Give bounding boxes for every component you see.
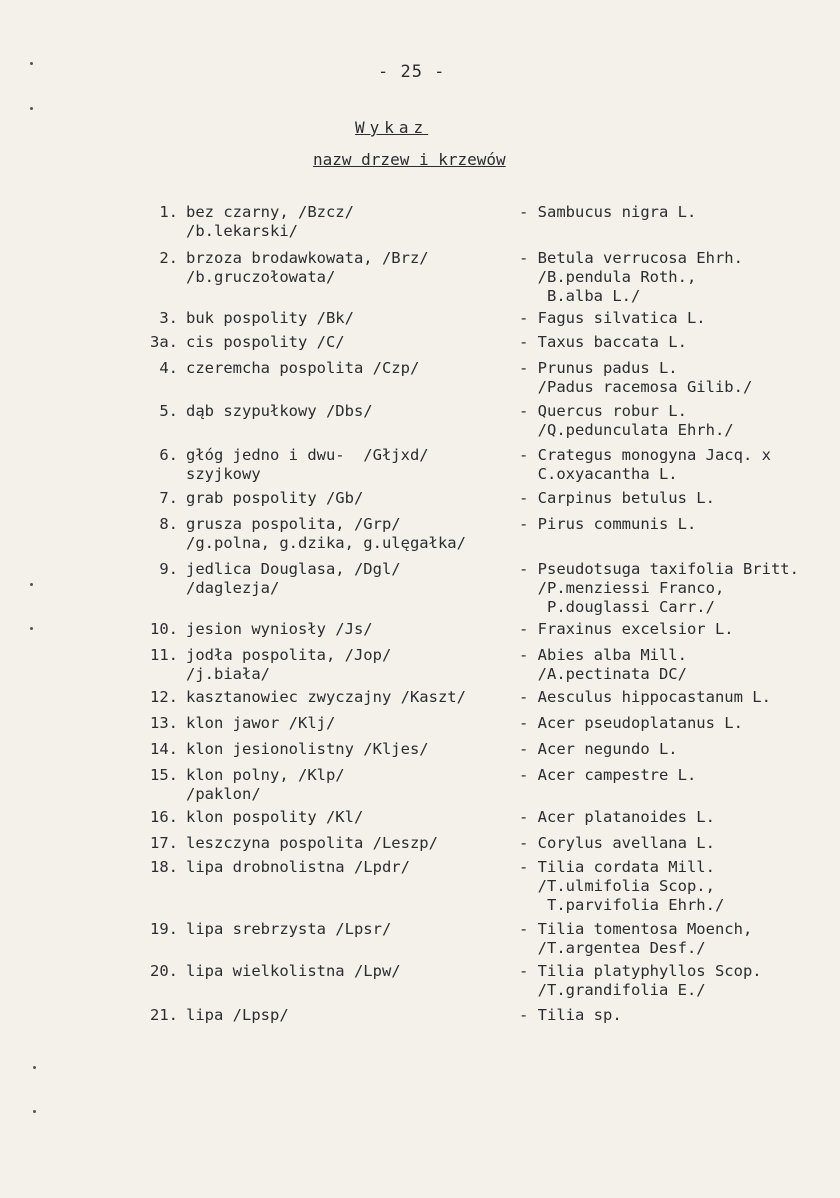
latin-name [519, 766, 696, 785]
latin-name [519, 808, 715, 827]
latin-name [519, 309, 706, 328]
polish-name-line: lipa /Lpsp/ [186, 1006, 289, 1024]
latin-name-line: /A.pectinata DC/ [519, 665, 687, 683]
latin-name-line: P.douglassi Carr./ [519, 598, 715, 616]
latin-name-line: B.alba L./ [519, 287, 641, 305]
latin-name-line: - Quercus robur L. [519, 402, 687, 420]
latin-name-line: - Betula verrucosa Ehrh. [519, 249, 743, 267]
polish-name-line: głóg jedno i dwu- /Głjxd/ [186, 446, 429, 464]
polish-name [186, 402, 373, 421]
latin-name [519, 688, 771, 707]
polish-name-line: jedlica Douglasa, /Dgl/ [186, 560, 401, 578]
polish-name-line: /daglezja/ [186, 579, 280, 597]
latin-name [519, 333, 687, 352]
latin-name-line: - Pirus communis L. [519, 515, 697, 533]
latin-name [519, 203, 696, 222]
polish-name [186, 858, 410, 877]
entry-number: 20. [150, 962, 178, 980]
polish-name [186, 766, 345, 804]
polish-name-line: /paklon/ [186, 785, 261, 803]
entry-number: 10. [150, 620, 178, 638]
page-number: - 25 - [378, 62, 446, 82]
polish-name [186, 489, 363, 508]
document-title: Wykaz [355, 118, 429, 137]
polish-name-line: szyjkowy [186, 465, 261, 483]
polish-name [186, 446, 429, 484]
latin-name-line: - Pseudotsuga taxifolia Britt. [519, 560, 799, 578]
polish-name [186, 515, 466, 553]
latin-name-line: - Tilia cordata Mill. [519, 858, 715, 876]
polish-name-line: bez czarny, /Bzcz/ [186, 203, 354, 221]
latin-name-line: - Taxus baccata L. [519, 333, 687, 351]
entry-number: 6. [159, 446, 178, 464]
entry-number: 14. [150, 740, 178, 758]
polish-name-line: /b.lekarski/ [186, 222, 298, 240]
latin-name [519, 646, 687, 684]
latin-name [519, 560, 799, 617]
polish-name [186, 1006, 289, 1025]
binder-mark [33, 1110, 36, 1113]
entry-number: 7. [159, 489, 178, 507]
polish-name-line: jesion wyniosły /Js/ [186, 620, 373, 638]
latin-name-line: /P.menziessi Franco, [519, 579, 725, 597]
entry-number: 9. [159, 560, 178, 578]
latin-name-line: /Q.pedunculata Ehrh./ [519, 421, 734, 439]
latin-name-line: /B.pendula Roth., [519, 268, 697, 286]
binder-mark [30, 62, 33, 65]
polish-name-line: /g.polna, g.dzika, g.ulęgałka/ [186, 534, 466, 552]
entry-number: 11. [150, 646, 178, 664]
latin-name [519, 962, 762, 1000]
polish-name [186, 249, 429, 287]
polish-name [186, 808, 363, 827]
latin-name-line: - Aesculus hippocastanum L. [519, 688, 771, 706]
polish-name-line: grusza pospolita, /Grp/ [186, 515, 401, 533]
polish-name [186, 714, 335, 733]
latin-name [519, 858, 724, 915]
polish-name-line: leszczyna pospolita /Leszp/ [186, 834, 438, 852]
polish-name [186, 834, 438, 853]
latin-name [519, 740, 678, 759]
latin-name [519, 446, 771, 484]
binder-mark [30, 107, 33, 110]
latin-name-line: - Acer pseudoplatanus L. [519, 714, 743, 732]
entry-number: 13. [150, 714, 178, 732]
latin-name-line: - Fagus silvatica L. [519, 309, 706, 327]
binder-mark [30, 627, 33, 630]
entry-number: 18. [150, 858, 178, 876]
latin-name-line: C.oxyacantha L. [519, 465, 678, 483]
latin-name-line: T.parvifolia Ehrh./ [519, 896, 725, 914]
polish-name [186, 359, 419, 378]
polish-name-line: klon pospolity /Kl/ [186, 808, 364, 826]
entry-number: 4. [159, 359, 178, 377]
polish-name-line: klon polny, /Klp/ [186, 766, 345, 784]
latin-name-line: - Fraxinus excelsior L. [519, 620, 734, 638]
entry-number: 3. [159, 309, 178, 327]
latin-name [519, 714, 743, 733]
polish-name-line: kasztanowiec zwyczajny /Kaszt/ [186, 688, 466, 706]
latin-name-line: - Tilia platyphyllos Scop. [519, 962, 762, 980]
entry-number: 21. [150, 1006, 178, 1024]
latin-name-line: /T.argentea Desf./ [519, 939, 706, 957]
polish-name [186, 920, 391, 939]
latin-name-line: - Crategus monogyna Jacq. x [519, 446, 771, 464]
entry-number: 1. [159, 203, 178, 221]
latin-name [519, 1006, 622, 1025]
polish-name [186, 203, 354, 241]
latin-name [519, 402, 734, 440]
polish-name [186, 333, 345, 352]
polish-name-line: buk pospolity /Bk/ [186, 309, 354, 327]
latin-name-line: - Acer campestre L. [519, 766, 697, 784]
polish-name-line: dąb szypułkowy /Dbs/ [186, 402, 373, 420]
polish-name [186, 646, 391, 684]
latin-name-line: - Carpinus betulus L. [519, 489, 715, 507]
latin-name [519, 359, 752, 397]
latin-name-line: /T.ulmifolia Scop., [519, 877, 715, 895]
polish-name-line: /b.gruczołowata/ [186, 268, 336, 286]
latin-name-line: - Tilia tomentosa Moench, [519, 920, 753, 938]
polish-name-line: lipa wielkolistna /Lpw/ [186, 962, 401, 980]
polish-name-line: brzoza brodawkowata, /Brz/ [186, 249, 429, 267]
latin-name [519, 249, 743, 306]
latin-name-line: - Abies alba Mill. [519, 646, 687, 664]
polish-name-line: lipa srebrzysta /Lpsr/ [186, 920, 392, 938]
latin-name-line: /T.grandifolia E./ [519, 981, 706, 999]
entry-number: 2. [159, 249, 178, 267]
latin-name [519, 489, 715, 508]
latin-name-line: - Prunus padus L. [519, 359, 678, 377]
binder-mark [33, 1066, 36, 1069]
latin-name [519, 620, 734, 639]
polish-name-line: klon jesionolistny /Kljes/ [186, 740, 429, 758]
binder-mark [30, 583, 33, 586]
entry-number: 15. [150, 766, 178, 784]
polish-name-line: grab pospolity /Gb/ [186, 489, 364, 507]
polish-name-line: czeremcha pospolita /Czp/ [186, 359, 420, 377]
polish-name [186, 688, 466, 707]
latin-name-line: - Acer negundo L. [519, 740, 678, 758]
polish-name [186, 309, 354, 328]
latin-name-line: /Padus racemosa Gilib./ [519, 378, 753, 396]
latin-name-line: - Corylus avellana L. [519, 834, 715, 852]
polish-name-line: cis pospolity /C/ [186, 333, 345, 351]
latin-name [519, 834, 715, 853]
entry-number: 17. [150, 834, 178, 852]
polish-name [186, 620, 373, 639]
entry-number: 12. [150, 688, 178, 706]
polish-name-line: klon jawor /Klj/ [186, 714, 336, 732]
latin-name [519, 920, 752, 958]
polish-name [186, 560, 401, 598]
polish-name-line: lipa drobnolistna /Lpdr/ [186, 858, 410, 876]
entry-number: 16. [150, 808, 178, 826]
latin-name [519, 515, 696, 534]
polish-name-line: jodła pospolita, /Jop/ [186, 646, 392, 664]
latin-name-line: - Sambucus nigra L. [519, 203, 697, 221]
entry-number: 8. [159, 515, 178, 533]
polish-name [186, 962, 401, 981]
entry-number: 5. [159, 402, 178, 420]
latin-name-line: - Tilia sp. [519, 1006, 622, 1024]
polish-name-line: /j.biała/ [186, 665, 270, 683]
document-subtitle: nazw drzew i krzewów [313, 150, 506, 169]
entry-number: 3a. [150, 333, 178, 351]
entry-number: 19. [150, 920, 178, 938]
latin-name-line: - Acer platanoides L. [519, 808, 715, 826]
polish-name [186, 740, 429, 759]
